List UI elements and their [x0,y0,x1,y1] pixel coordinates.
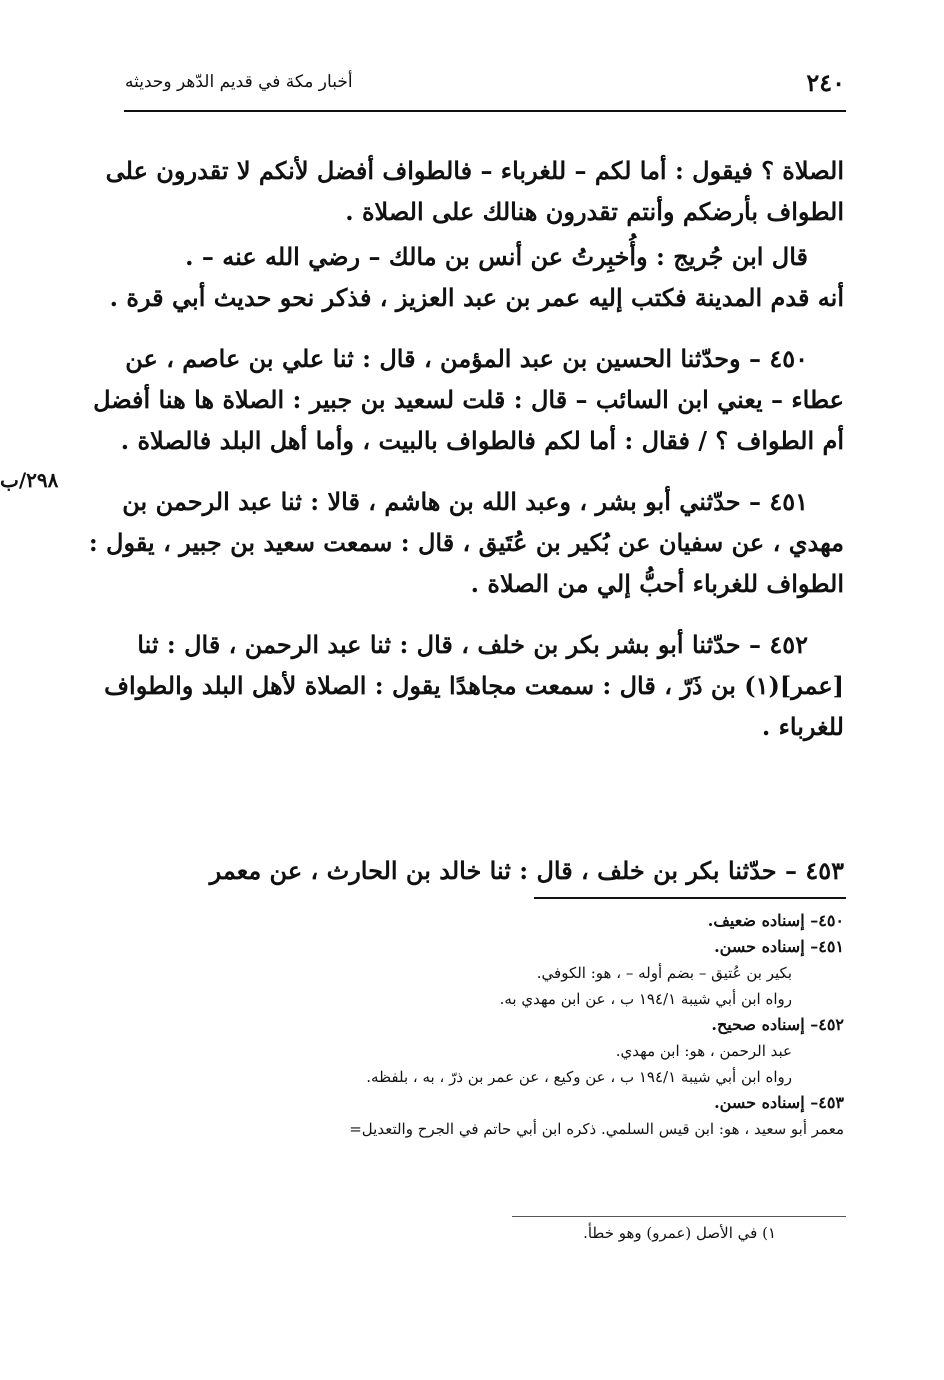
note-line: معمر أبو سعيد ، هو: ابن قيس السلمي. ذكره ابن أبي حاتم في الجرح والتعديل= [349,1120,844,1138]
text-line: ٤٥٠ – وحدّثنا الحسين بن عبد المؤمن ، قال : ثنا علي بن عاصم ، عن [125,344,808,373]
text-line: ٤٥٢ – حدّثنا أبو بشر بكر بن خلف ، قال : ثنا عبد الرحمن ، قال : ثنا [137,630,808,659]
commentary-notes [110,908,844,1142]
hadith-452 [104,624,844,747]
text-line: [عمر](١) بن ذَرّ ، قال : سمعت مجاهدًا يقول : الصلاة لأهل البلد والطواف [104,671,844,700]
note-line: رواه ابن أبي شيبة ١٩٤/١ ب ، عن ابن مهدي به. [499,990,792,1008]
text-line: أم الطواف ؟ / فقال : أما لكم فالطواف بالبيت ، وأما أهل البلد فالصلاة . [120,426,844,455]
running-title: أخبار مكة في قديم الدّهر وحديثه [125,72,353,92]
note-451: ٤٥١– إسناده حسن. [714,937,844,956]
footnote-rule [512,1216,846,1217]
paragraph-ibn-jurayj [109,236,844,318]
text-line: الصلاة ؟ فيقول : أما لكم – للغرباء – فالطواف أفضل لأنكم لا تقدرون على [105,156,844,185]
text-line: للغرباء . [761,712,844,741]
footnote-1: ١) في الأصل (عمرو) وهو خطأ. [583,1224,776,1242]
page-number: ٢٤٠ [806,68,845,97]
header-rule [124,110,846,112]
paragraph-continuation [105,150,844,232]
note-line: بكير بن عُتيق – بضم أوله – ، هو: الكوفي. [536,964,792,982]
text-line: قال ابن جُريج : وأُخبِرتُ عن أنس بن مالك – رضي الله عنه – . [185,242,808,271]
note-452: ٤٥٢– إسناده صحيح. [711,1015,844,1034]
hadith-451 [88,481,844,604]
main-text [88,150,844,767]
note-line: رواه ابن أبي شيبة ١٩٤/١ ب ، عن وكيع ، عن عمر بن ذرّ ، به ، بلفظه. [366,1068,792,1086]
text-line: الطواف بأرضكم وأنتم تقدرون هنالك على الصلاة . [345,197,844,226]
note-450: ٤٥٠– إسناده ضعيف. [707,911,844,930]
text-line: مهدي ، عن سفيان عن بُكير بن عُتَيق ، قال : سمعت سعيد بن جبير ، يقول : [88,528,844,557]
note-453: ٤٥٣– إسناده حسن. [714,1093,844,1112]
manuscript-folio-marker: ٢٩٨/ب [0,468,59,492]
hadith-450 [93,338,844,461]
page-header [125,66,845,100]
note-line: عبد الرحمن ، هو: ابن مهدي. [615,1042,792,1060]
text-line: أنه قدم المدينة فكتب إليه عمر بن عبد العزيز ، فذكر نحو حديث أبي قرة . [109,283,844,312]
footnote-separator [534,897,846,899]
text-line: ٤٥١ – حدّثني أبو بشر ، وعبد الله بن هاشم ، قالا : ثنا عبد الرحمن بن [122,487,808,516]
text-line: الطواف للغرباء أحبُّ إلي من الصلاة . [470,569,844,598]
hadith-453-first-line: ٤٥٣ – حدّثنا بكر بن خلف ، قال : ثنا خالد بن الحارث ، عن معمر [209,856,844,885]
text-line: عطاء – يعني ابن السائب – قال : قلت لسعيد بن جبير : الصلاة ها هنا أفضل [93,385,844,414]
